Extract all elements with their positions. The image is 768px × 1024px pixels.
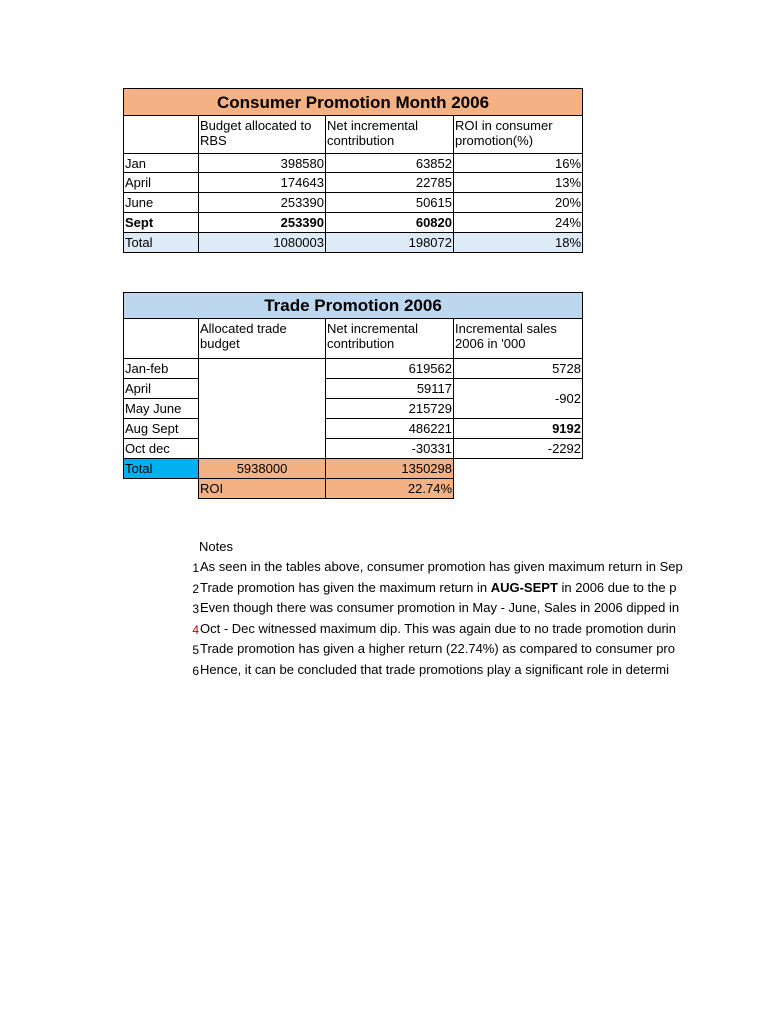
- row-net: 215729: [326, 399, 454, 419]
- roi-label: ROI: [199, 479, 326, 499]
- row-roi: 24%: [454, 213, 583, 233]
- consumer-promotion-table: [123, 88, 583, 253]
- note-item: [186, 660, 768, 681]
- total-budget: 1080003: [199, 233, 326, 253]
- row-month: Sept: [124, 213, 199, 233]
- trade-header-period: [124, 319, 199, 359]
- note-item: [186, 619, 768, 640]
- note-number: 2: [192, 581, 199, 596]
- table-row: [124, 359, 583, 379]
- row-net: 619562: [326, 359, 454, 379]
- row-net: 50615: [326, 193, 454, 213]
- row-net: -30331: [326, 439, 454, 459]
- total-net: 1350298: [326, 459, 454, 479]
- merged-sales: -902: [454, 379, 583, 419]
- row-month: June: [124, 193, 199, 213]
- consumer-header-roi: ROI in consumer promotion(%): [454, 116, 583, 154]
- row-roi: 13%: [454, 173, 583, 193]
- total-budget: 5938000: [199, 459, 326, 479]
- table-row: [124, 193, 583, 213]
- consumer-header-budget: Budget allocated to RBS: [199, 116, 326, 154]
- total-label: Total: [124, 233, 199, 253]
- table-row: [124, 419, 583, 439]
- row-period: Jan-feb: [124, 359, 199, 379]
- trade-header-sales: Incremental sales 2006 in '000: [454, 319, 583, 359]
- trade-header-net: Net incremental contribution: [326, 319, 454, 359]
- note-text: Oct - Dec witnessed maximum dip. This was again due to no trade promotion durin: [200, 620, 676, 636]
- note-item: [186, 639, 768, 660]
- roi-row: [124, 479, 583, 499]
- consumer-header-net: Net incremental contribution: [326, 116, 454, 154]
- row-budget: 174643: [199, 173, 326, 193]
- note-item: [186, 578, 768, 599]
- consumer-header-month: [124, 116, 199, 154]
- total-row: [124, 233, 583, 253]
- table-row: [124, 213, 583, 233]
- note-number: 5: [192, 643, 199, 657]
- total-roi: 18%: [454, 233, 583, 253]
- total-net: 198072: [326, 233, 454, 253]
- table-row: [124, 154, 583, 173]
- row-net: 59117: [326, 379, 454, 399]
- roi-value: 22.74%: [326, 479, 454, 499]
- row-sales: 9192: [454, 419, 583, 439]
- note-number: 1: [192, 561, 199, 575]
- allocated-budget-blank: [199, 359, 326, 459]
- note-item: [186, 557, 768, 578]
- total-row: [124, 459, 583, 479]
- note-text-bold: AUG-SEPT: [490, 579, 558, 595]
- notes-title: Notes: [199, 539, 233, 554]
- trade-header-budget: Allocated trade budget: [199, 319, 326, 359]
- row-month: April: [124, 173, 199, 193]
- row-period: Oct dec: [124, 439, 199, 459]
- row-period: May June: [124, 399, 199, 419]
- row-sales: -2292: [454, 439, 583, 459]
- row-budget: 398580: [199, 154, 326, 173]
- table-row: [124, 379, 583, 399]
- consumer-table-title: Consumer Promotion Month 2006: [124, 89, 583, 116]
- row-period: Aug Sept: [124, 419, 199, 439]
- note-text: Even though there was consumer promotion in May - June, Sales in 2006 dipped in: [200, 600, 680, 615]
- note-item: [186, 598, 768, 619]
- row-net: 486221: [326, 419, 454, 439]
- trade-promotion-table: [123, 292, 583, 499]
- row-sales: 5728: [454, 359, 583, 379]
- row-budget: 253390: [199, 193, 326, 213]
- row-net: 22785: [326, 173, 454, 193]
- note-number: 6: [192, 663, 199, 678]
- trade-table-title: Trade Promotion 2006: [124, 293, 583, 319]
- row-net: 63852: [326, 154, 454, 173]
- table-row: [124, 439, 583, 459]
- row-period: April: [124, 379, 199, 399]
- row-month: Jan: [124, 154, 199, 173]
- table-row: [124, 173, 583, 193]
- note-text: Trade promotion has given a higher return (22.74%) as compared to consumer pro: [200, 641, 675, 656]
- note-text-post: in 2006 due to the p: [557, 579, 677, 595]
- notes-section: [186, 537, 768, 680]
- note-text: Hence, it can be concluded that trade promotions play a significant role in determi: [200, 661, 669, 677]
- total-label: Total: [124, 459, 199, 479]
- note-number: 4: [192, 622, 199, 637]
- row-net: 60820: [326, 213, 454, 233]
- note-number: 3: [192, 602, 199, 616]
- row-roi: 20%: [454, 193, 583, 213]
- row-roi: 16%: [454, 154, 583, 173]
- row-budget: 253390: [199, 213, 326, 233]
- note-text: As seen in the tables above, consumer promotion has given maximum return in Sep: [200, 559, 683, 574]
- note-text-pre: Trade promotion has given the maximum return in: [200, 579, 491, 595]
